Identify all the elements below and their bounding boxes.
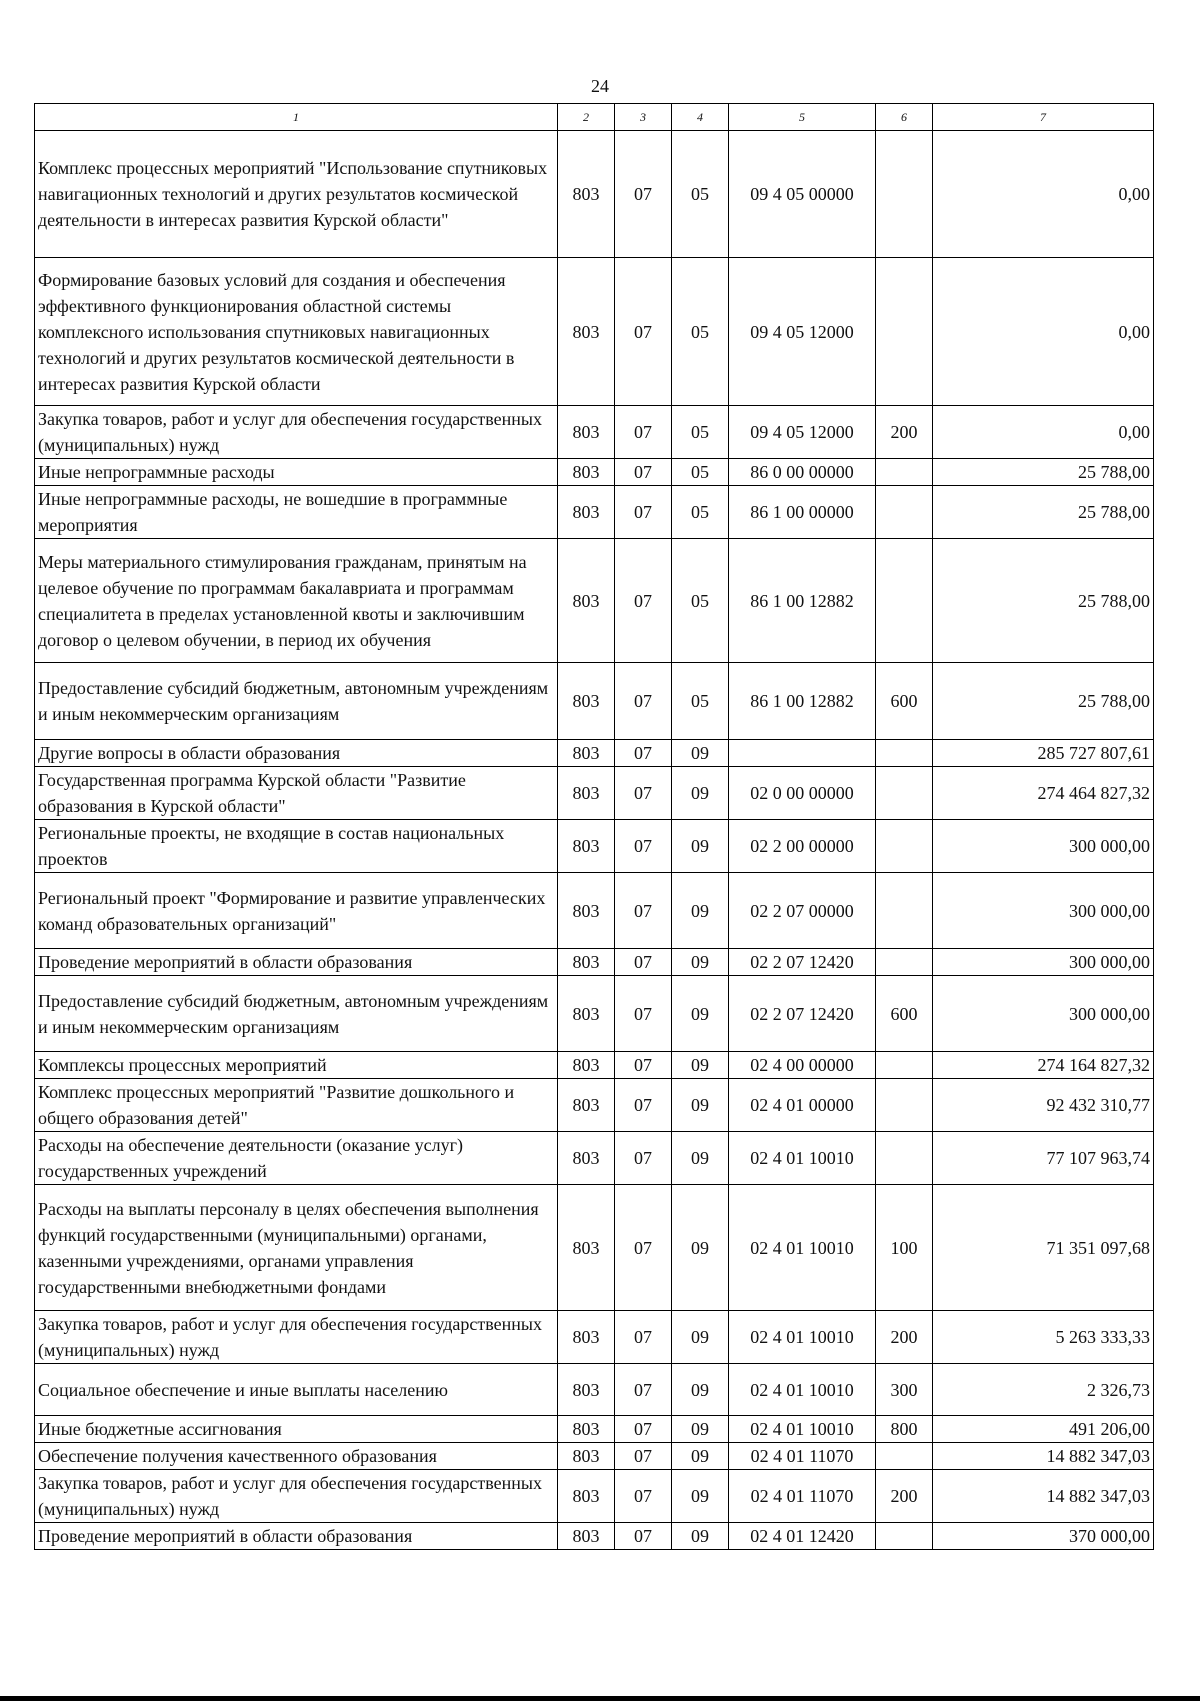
- row-label: Социальное обеспечение и иные выплаты населению: [35, 1364, 558, 1416]
- cell-col-3: 07: [615, 1185, 672, 1311]
- cell-col-3: 07: [615, 459, 672, 486]
- cell-col-4: 09: [672, 1132, 729, 1185]
- cell-col-3: 07: [615, 1443, 672, 1470]
- cell-col-3: 07: [615, 539, 672, 663]
- cell-col-5: 02 4 01 10010: [729, 1185, 876, 1311]
- cell-col-4: 05: [672, 539, 729, 663]
- cell-col-6: 200: [876, 1311, 933, 1364]
- cell-col-5: 02 4 01 10010: [729, 1311, 876, 1364]
- table-row: [35, 1443, 1154, 1470]
- cell-col-7: 25 788,00: [933, 459, 1154, 486]
- row-label: Иные бюджетные ассигнования: [35, 1416, 558, 1443]
- cell-col-5: 86 1 00 12882: [729, 663, 876, 740]
- cell-col-2: 803: [558, 539, 615, 663]
- row-label: Региональный проект "Формирование и развитие управленческих команд образовательных организаций": [35, 873, 558, 949]
- table-row: [35, 1364, 1154, 1416]
- cell-col-2: 803: [558, 740, 615, 767]
- row-label: Другие вопросы в области образования: [35, 740, 558, 767]
- cell-col-7: 5 263 333,33: [933, 1311, 1154, 1364]
- cell-col-4: 09: [672, 767, 729, 820]
- cell-col-7: 77 107 963,74: [933, 1132, 1154, 1185]
- cell-col-7: 300 000,00: [933, 873, 1154, 949]
- cell-col-4: 09: [672, 1311, 729, 1364]
- cell-col-7: 0,00: [933, 131, 1154, 258]
- row-label: Обеспечение получения качественного образования: [35, 1443, 558, 1470]
- cell-col-4: 09: [672, 949, 729, 976]
- cell-col-7: 0,00: [933, 258, 1154, 406]
- cell-col-7: 25 788,00: [933, 539, 1154, 663]
- cell-col-4: 05: [672, 406, 729, 459]
- cell-col-3: 07: [615, 1470, 672, 1523]
- row-label: Закупка товаров, работ и услуг для обеспечения государственных (муниципальных) нужд: [35, 1470, 558, 1523]
- cell-col-3: 07: [615, 663, 672, 740]
- table-row: [35, 949, 1154, 976]
- row-label: Государственная программа Курской области "Развитие образования в Курской области": [35, 767, 558, 820]
- cell-col-3: 07: [615, 131, 672, 258]
- cell-col-5: 09 4 05 00000: [729, 131, 876, 258]
- cell-col-5: 02 4 01 00000: [729, 1079, 876, 1132]
- cell-col-6: [876, 1443, 933, 1470]
- cell-col-7: 14 882 347,03: [933, 1443, 1154, 1470]
- cell-col-5: 09 4 05 12000: [729, 406, 876, 459]
- cell-col-2: 803: [558, 1079, 615, 1132]
- cell-col-3: 07: [615, 1523, 672, 1550]
- cell-col-3: 07: [615, 486, 672, 539]
- cell-col-2: 803: [558, 1416, 615, 1443]
- row-label: Региональные проекты, не входящие в состав национальных проектов: [35, 820, 558, 873]
- cell-col-3: 07: [615, 1364, 672, 1416]
- budget-table: [34, 103, 1154, 1550]
- column-number-row: [35, 104, 1154, 131]
- cell-col-2: 803: [558, 1364, 615, 1416]
- cell-col-4: 09: [672, 820, 729, 873]
- cell-col-2: 803: [558, 1523, 615, 1550]
- cell-col-3: 07: [615, 258, 672, 406]
- cell-col-6: 200: [876, 1470, 933, 1523]
- cell-col-2: 803: [558, 1470, 615, 1523]
- cell-col-4: 09: [672, 1470, 729, 1523]
- col-header-3: 3: [615, 104, 672, 131]
- cell-col-6: 600: [876, 663, 933, 740]
- cell-col-6: 600: [876, 976, 933, 1052]
- table-row: [35, 1311, 1154, 1364]
- table-row: [35, 258, 1154, 406]
- cell-col-4: 05: [672, 131, 729, 258]
- cell-col-5: 02 2 00 00000: [729, 820, 876, 873]
- cell-col-5: 86 0 00 00000: [729, 459, 876, 486]
- row-label: Закупка товаров, работ и услуг для обеспечения государственных (муниципальных) нужд: [35, 1311, 558, 1364]
- table-row: [35, 1052, 1154, 1079]
- cell-col-2: 803: [558, 949, 615, 976]
- col-header-7: 7: [933, 104, 1154, 131]
- table-row: [35, 663, 1154, 740]
- cell-col-5: 02 4 01 11070: [729, 1470, 876, 1523]
- cell-col-5: 02 4 01 10010: [729, 1132, 876, 1185]
- cell-col-2: 803: [558, 406, 615, 459]
- cell-col-4: 09: [672, 740, 729, 767]
- row-label: Меры материального стимулирования гражданам, принятым на целевое обучение по программам бакалавриата и программам специалитета в пределах установленной квоты и заключившим договор о целевом обучении, в период их обучения: [35, 539, 558, 663]
- cell-col-7: 491 206,00: [933, 1416, 1154, 1443]
- table-row: [35, 1132, 1154, 1185]
- row-label: Закупка товаров, работ и услуг для обеспечения государственных (муниципальных) нужд: [35, 406, 558, 459]
- cell-col-5: 02 2 07 00000: [729, 873, 876, 949]
- cell-col-3: 07: [615, 1052, 672, 1079]
- cell-col-5: 09 4 05 12000: [729, 258, 876, 406]
- cell-col-2: 803: [558, 486, 615, 539]
- cell-col-4: 09: [672, 873, 729, 949]
- cell-col-7: 300 000,00: [933, 820, 1154, 873]
- cell-col-4: 05: [672, 258, 729, 406]
- cell-col-2: 803: [558, 1052, 615, 1079]
- cell-col-3: 07: [615, 406, 672, 459]
- cell-col-7: 14 882 347,03: [933, 1470, 1154, 1523]
- cell-col-2: 803: [558, 767, 615, 820]
- cell-col-4: 09: [672, 1443, 729, 1470]
- row-label: Проведение мероприятий в области образования: [35, 1523, 558, 1550]
- table-row: [35, 767, 1154, 820]
- row-label: Предоставление субсидий бюджетным, автономным учреждениям и иным некоммерческим организациям: [35, 976, 558, 1052]
- cell-col-2: 803: [558, 873, 615, 949]
- table-body: [35, 131, 1154, 1550]
- cell-col-2: 803: [558, 258, 615, 406]
- cell-col-4: 09: [672, 1185, 729, 1311]
- cell-col-7: 274 164 827,32: [933, 1052, 1154, 1079]
- row-label: Комплекс процессных мероприятий "Использование спутниковых навигационных технологий и других результатов космической деятельности в интересах развития Курской области": [35, 131, 558, 258]
- cell-col-3: 07: [615, 1132, 672, 1185]
- cell-col-4: 05: [672, 459, 729, 486]
- cell-col-3: 07: [615, 1311, 672, 1364]
- cell-col-2: 803: [558, 820, 615, 873]
- cell-col-6: 300: [876, 1364, 933, 1416]
- table-row: [35, 459, 1154, 486]
- cell-col-7: 92 432 310,77: [933, 1079, 1154, 1132]
- cell-col-5: 86 1 00 12882: [729, 539, 876, 663]
- col-header-6: 6: [876, 104, 933, 131]
- cell-col-4: 05: [672, 663, 729, 740]
- bottom-rule: [0, 1696, 1200, 1701]
- cell-col-7: 370 000,00: [933, 1523, 1154, 1550]
- table-row: [35, 1470, 1154, 1523]
- row-label: Иные непрограммные расходы, не вошедшие в программные мероприятия: [35, 486, 558, 539]
- cell-col-2: 803: [558, 131, 615, 258]
- table-row: [35, 873, 1154, 949]
- cell-col-3: 07: [615, 949, 672, 976]
- cell-col-7: 300 000,00: [933, 976, 1154, 1052]
- cell-col-5: 02 4 01 10010: [729, 1416, 876, 1443]
- cell-col-3: 07: [615, 1416, 672, 1443]
- table-row: [35, 406, 1154, 459]
- cell-col-3: 07: [615, 1079, 672, 1132]
- cell-col-7: 274 464 827,32: [933, 767, 1154, 820]
- col-header-1: 1: [35, 104, 558, 131]
- cell-col-7: 71 351 097,68: [933, 1185, 1154, 1311]
- table-row: [35, 740, 1154, 767]
- page-number: 24: [591, 76, 609, 96]
- cell-col-6: [876, 1079, 933, 1132]
- col-header-5: 5: [729, 104, 876, 131]
- table-row: [35, 539, 1154, 663]
- cell-col-4: 09: [672, 1416, 729, 1443]
- cell-col-6: [876, 820, 933, 873]
- cell-col-7: 25 788,00: [933, 663, 1154, 740]
- cell-col-6: 200: [876, 406, 933, 459]
- cell-col-3: 07: [615, 820, 672, 873]
- col-header-2: 2: [558, 104, 615, 131]
- cell-col-6: [876, 767, 933, 820]
- cell-col-4: 09: [672, 1079, 729, 1132]
- cell-col-2: 803: [558, 1311, 615, 1364]
- cell-col-4: 09: [672, 976, 729, 1052]
- cell-col-6: [876, 1052, 933, 1079]
- cell-col-6: [876, 486, 933, 539]
- cell-col-4: 09: [672, 1052, 729, 1079]
- row-label: Формирование базовых условий для создания и обеспечения эффективного функционирования областной системы комплексного использования спутниковых навигационных технологий и других результатов космической деятельности в интересах развития Курской области: [35, 258, 558, 406]
- cell-col-5: 86 1 00 00000: [729, 486, 876, 539]
- cell-col-6: [876, 258, 933, 406]
- cell-col-2: 803: [558, 976, 615, 1052]
- cell-col-3: 07: [615, 976, 672, 1052]
- cell-col-7: 25 788,00: [933, 486, 1154, 539]
- cell-col-6: [876, 131, 933, 258]
- cell-col-6: 800: [876, 1416, 933, 1443]
- cell-col-5: 02 4 01 11070: [729, 1443, 876, 1470]
- cell-col-6: [876, 1132, 933, 1185]
- cell-col-2: 803: [558, 1185, 615, 1311]
- table-row: [35, 820, 1154, 873]
- table-row: [35, 1185, 1154, 1311]
- cell-col-6: [876, 740, 933, 767]
- cell-col-5: 02 4 00 00000: [729, 1052, 876, 1079]
- row-label: Иные непрограммные расходы: [35, 459, 558, 486]
- cell-col-7: 0,00: [933, 406, 1154, 459]
- cell-col-2: 803: [558, 459, 615, 486]
- cell-col-7: 2 326,73: [933, 1364, 1154, 1416]
- cell-col-3: 07: [615, 767, 672, 820]
- cell-col-2: 803: [558, 1443, 615, 1470]
- cell-col-4: 09: [672, 1364, 729, 1416]
- cell-col-2: 803: [558, 663, 615, 740]
- cell-col-5: 02 0 00 00000: [729, 767, 876, 820]
- cell-col-6: [876, 1523, 933, 1550]
- cell-col-7: 285 727 807,61: [933, 740, 1154, 767]
- cell-col-6: [876, 539, 933, 663]
- row-label: Расходы на выплаты персоналу в целях обеспечения выполнения функций государственными (муниципальными) органами, казенными учреждениями, органами управления государственными внебюджетными фондами: [35, 1185, 558, 1311]
- cell-col-4: 05: [672, 486, 729, 539]
- cell-col-2: 803: [558, 1132, 615, 1185]
- cell-col-6: [876, 459, 933, 486]
- table-row: [35, 1416, 1154, 1443]
- cell-col-5: 02 2 07 12420: [729, 976, 876, 1052]
- table-row: [35, 131, 1154, 258]
- cell-col-6: 100: [876, 1185, 933, 1311]
- cell-col-5: 02 4 01 12420: [729, 1523, 876, 1550]
- cell-col-3: 07: [615, 740, 672, 767]
- row-label: Проведение мероприятий в области образования: [35, 949, 558, 976]
- cell-col-5: 02 4 01 10010: [729, 1364, 876, 1416]
- cell-col-6: [876, 949, 933, 976]
- table-row: [35, 976, 1154, 1052]
- col-header-4: 4: [672, 104, 729, 131]
- row-label: Комплекс процессных мероприятий "Развитие дошкольного и общего образования детей": [35, 1079, 558, 1132]
- row-label: Расходы на обеспечение деятельности (оказание услуг) государственных учреждений: [35, 1132, 558, 1185]
- table-row: [35, 1523, 1154, 1550]
- table-row: [35, 1079, 1154, 1132]
- cell-col-5: [729, 740, 876, 767]
- row-label: Предоставление субсидий бюджетным, автономным учреждениям и иным некоммерческим организациям: [35, 663, 558, 740]
- cell-col-7: 300 000,00: [933, 949, 1154, 976]
- cell-col-6: [876, 873, 933, 949]
- cell-col-5: 02 2 07 12420: [729, 949, 876, 976]
- row-label: Комплексы процессных мероприятий: [35, 1052, 558, 1079]
- cell-col-4: 09: [672, 1523, 729, 1550]
- cell-col-3: 07: [615, 873, 672, 949]
- table-row: [35, 486, 1154, 539]
